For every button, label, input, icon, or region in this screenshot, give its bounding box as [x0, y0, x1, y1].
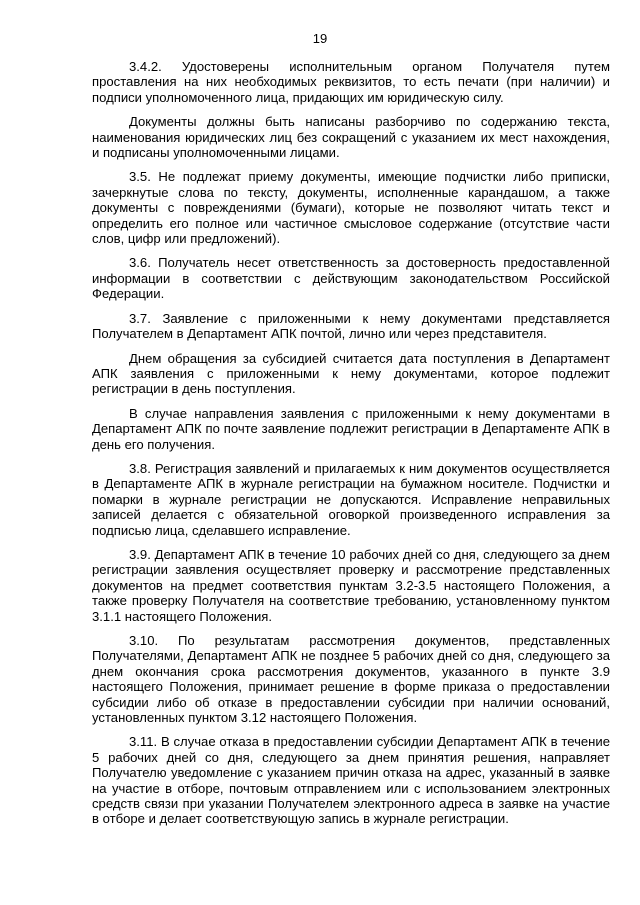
- paragraph-3-7: 3.7. Заявление с приложенными к нему документами представляется Получателем в Департамент АПК почтой, лично или через представителя.: [92, 310, 610, 342]
- paragraph-application-date: Днем обращения за субсидией считается дата поступления в Департамент АПК заявления с приложенными к нему документами, которое подлежит регистрации в день поступления.: [92, 350, 610, 397]
- document-body: [92, 59, 610, 836]
- paragraph-3-10: 3.10. По результатам рассмотрения документов, представленных Получателями, Департамент АПК не позднее 5 рабочих дней со дня, следующего за днем окончания срока рассмотрения документов, указанного в пункте 3.9 настоящего Положения, принимает решение в форме приказа о предоставлении субсидии либо об отказе в предоставлении субсидии при наличии оснований, установленных пунктом 3.12 настоящего Положения.: [92, 633, 610, 726]
- paragraph-3-4-2: 3.4.2. Удостоверены исполнительным органом Получателя путем проставления на них необходимых реквизитов, то есть печати (при наличии) и подписи уполномоченного лица, придающих им юридическую силу.: [92, 59, 610, 105]
- paragraph-documents-requirements: Документы должны быть написаны разборчиво по содержанию текста, наименования юридических лиц без сокращений с указанием их мест нахождения, и подписаны уполномоченными лицами.: [92, 114, 610, 161]
- paragraph-3-8: 3.8. Регистрация заявлений и прилагаемых к ним документов осуществляется в Департаменте АПК в журнале регистрации на бумажном носителе. Подчистки и помарки в журнале регистрации не допускаются. Исправление неправильных записей делается с обязательной оговоркой произведенного исправления за подписью лица, сделавшего исправление.: [92, 460, 610, 538]
- paragraph-3-6: 3.6. Получатель несет ответственность за достоверность предоставленной информации в соответствии с действующим законодательством Российской Федерации.: [92, 255, 610, 302]
- paragraph-3-5: 3.5. Не подлежат приему документы, имеющие подчистки либо приписки, зачеркнутые слова по тексту, документы, исполненные карандашом, а также документы с повреждениями (бумаги), которые не позволяют читать текст и определить его полное или частичное смысловое содержание (отсутствие части слов, цифр или предложений).: [92, 169, 610, 247]
- paragraph-3-9: 3.9. Департамент АПК в течение 10 рабочих дней со дня, следующего за днем регистрации заявления осуществляет проверку и рассмотрение представленных документов на предмет соответствия пунктам 3.2-3.5 настоящего Положения, а также проверку Получателя на соответствие требованию, установленному пунктом 3.1.1 настоящего Положения.: [92, 546, 610, 624]
- paragraph-postal-registration: В случае направления заявления с приложенными к нему документами в Департамент АПК по почте заявление подлежит регистрации в Департаменте АПК в день его получения.: [92, 405, 610, 452]
- page-number: 19: [312, 31, 328, 46]
- paragraph-3-11: 3.11. В случае отказа в предоставлении субсидии Департамент АПК в течение 5 рабочих дней со дня, следующего за днем принятия решения, направляет Получателю уведомление с указанием причин отказа на адрес, указанный в заявке на участие в отборе, почтовым отправлением или с использованием электронных средств связи при указании Получателем электронного адреса в заявке на участие в отборе и делает соответствующую запись в журнале регистрации.: [92, 734, 610, 827]
